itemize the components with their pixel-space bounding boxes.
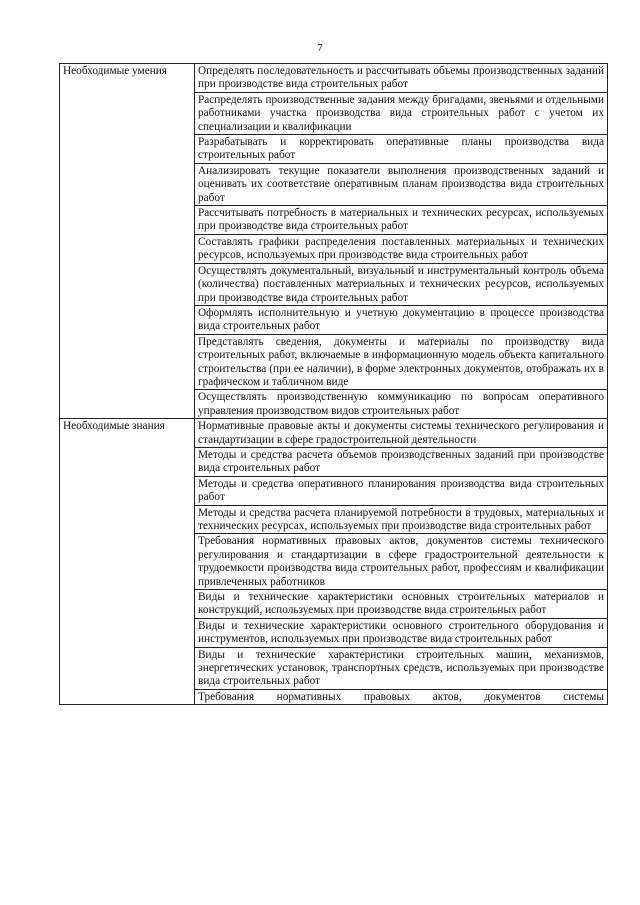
skill-item: Оформлять исполнительную и учетную документацию в процессе производства вида строительных работ [195, 305, 608, 334]
skill-item: Составлять графики распределения поставленных материальных и технических ресурсов, используемых при производстве вида строительных работ [195, 234, 608, 263]
table-row [60, 64, 608, 93]
knowledge-item: Методы и средства расчета объемов производственных заданий при производстве вида строительных работ [195, 447, 608, 476]
skill-item: Анализировать текущие показатели выполнения производственных заданий и оценивать их соответствие оперативным планам производства вида строительных работ [195, 163, 608, 205]
knowledge-item: Нормативные правовые акты и документы системы технического регулирования и стандартизации в сфере градостроительной деятельности [195, 419, 608, 448]
skill-item: Рассчитывать потребность в материальных и технических ресурсах, используемых при производстве вида строительных работ [195, 206, 608, 235]
skill-item: Осуществлять производственную коммуникацию по вопросам оперативного управления производством видов строительных работ [195, 390, 608, 419]
skill-item: Осуществлять документальный, визуальный и инструментальный контроль объема (количества) поставленных материальных и технических ресурсов, используемых при производстве вида строительных работ [195, 263, 608, 305]
knowledge-item: Виды и технические характеристики основных строительных материалов и конструкций, используемых при производстве вида строительных работ [195, 590, 608, 619]
skill-item: Распределять производственные задания между бригадами, звеньями и отдельными работниками участка производства вида строительных работ с учетом их специализации и квалификации [195, 92, 608, 134]
skill-item: Определять последовательность и рассчитывать объемы производственных заданий при производстве вида строительных работ [195, 64, 608, 93]
table-row [60, 419, 608, 448]
knowledge-item: Виды и технические характеристики основного строительного оборудования и инструментов, используемых при производстве вида строительных работ [195, 618, 608, 647]
knowledge-item: Требования нормативных правовых актов, документов системы технического регулирования и стандартизации в сфере градостроительной деятельности к трудоемкости производства вида строительных работ, профессиям и квалификации привлеченных работников [195, 534, 608, 590]
knowledge-item: Требования нормативных правовых актов, документов системы [195, 689, 608, 704]
page-number: 7 [317, 42, 323, 54]
section-label-knowledge: Необходимые знания [60, 419, 195, 705]
skill-item: Представлять сведения, документы и материалы по производству вида строительных работ, включаемые в информационную модель объекта капитального строительства (при ее наличии), в форме электронных документов, отображать их в графическом и табличном виде [195, 334, 608, 390]
section-label-skills: Необходимые умения [60, 64, 195, 419]
knowledge-item: Методы и средства расчета планируемой потребности в трудовых, материальных и технических ресурсах, используемых при производстве вида строительных работ [195, 505, 608, 534]
skill-item: Разрабатывать и корректировать оперативные планы производства вида строительных работ [195, 135, 608, 164]
knowledge-item: Виды и технические характеристики строительных машин, механизмов, энергетических установок, транспортных средств, используемых при производстве вида строительных работ [195, 647, 608, 689]
knowledge-item: Методы и средства оперативного планирования производства вида строительных работ [195, 476, 608, 505]
qualification-table [59, 63, 608, 705]
